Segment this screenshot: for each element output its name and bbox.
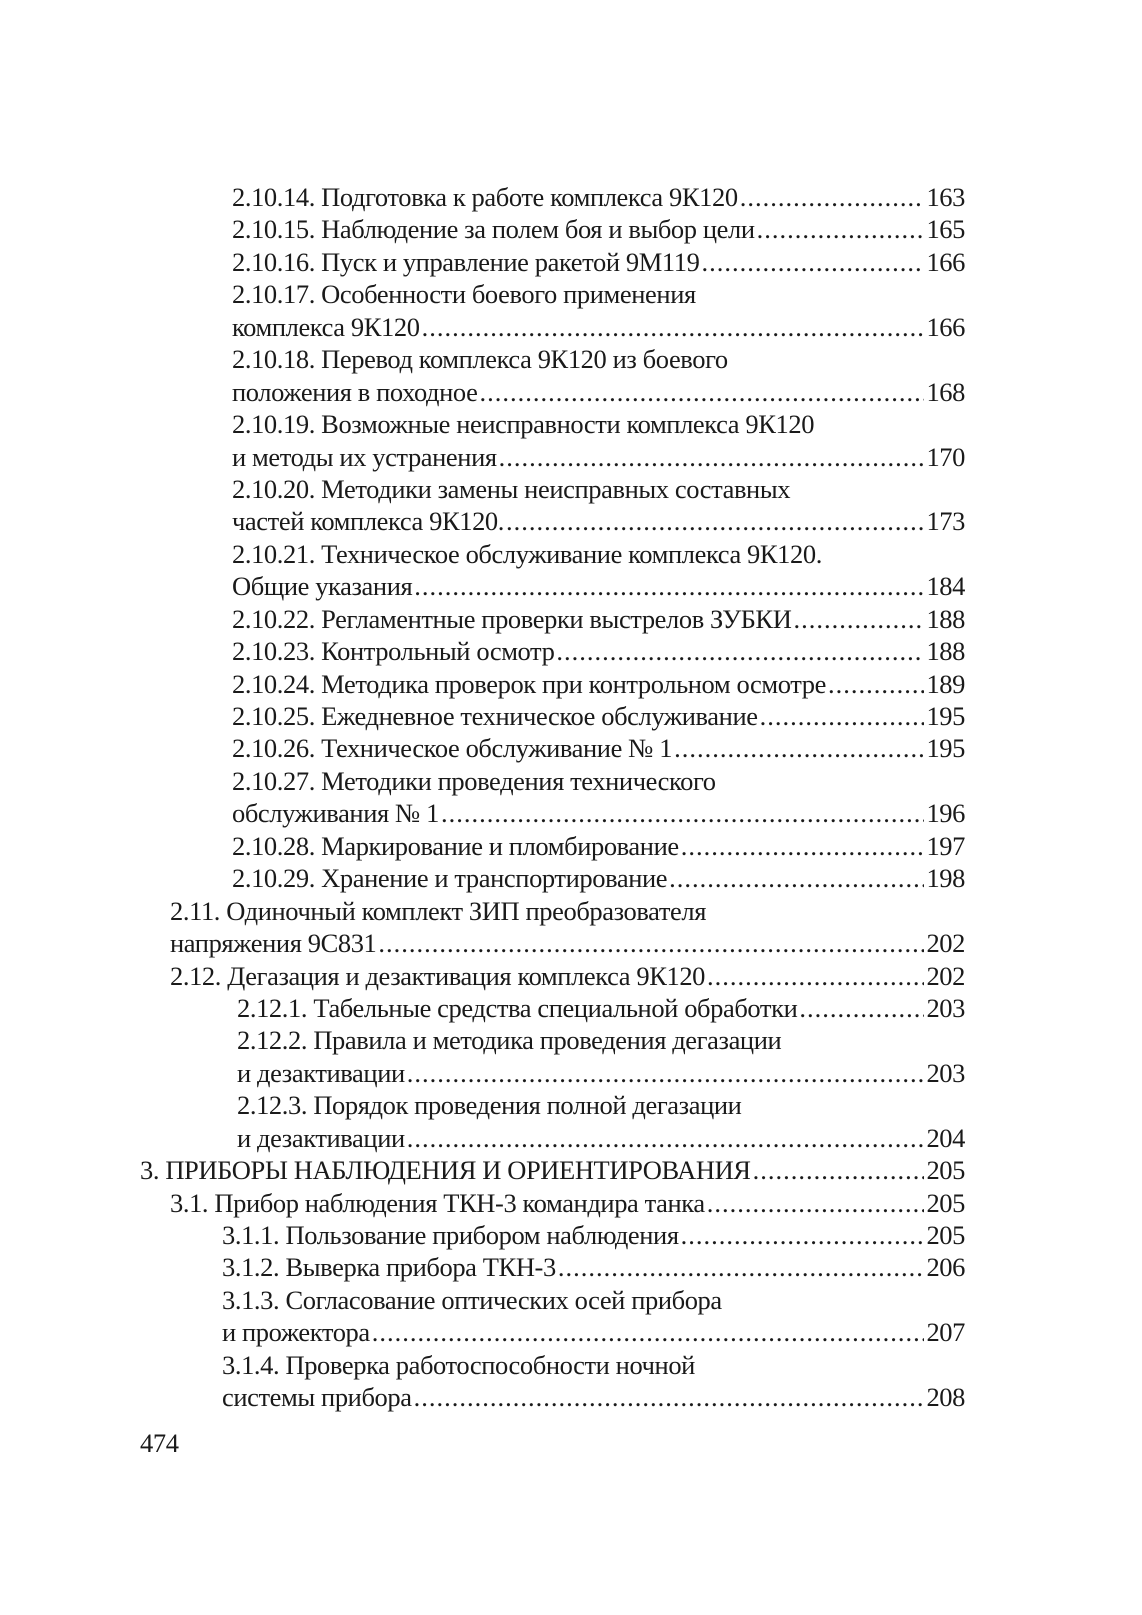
dot-leader xyxy=(422,311,925,343)
toc-entry-line xyxy=(0,246,1142,278)
toc-entry-line xyxy=(0,1349,1142,1381)
toc-entry-title: Выверка прибора ТКН-3 xyxy=(285,1252,556,1283)
toc-entry[interactable] xyxy=(0,343,1142,408)
dot-leader xyxy=(479,376,924,408)
toc-entry-page: 189 xyxy=(926,668,965,699)
toc-entry[interactable] xyxy=(0,668,1142,700)
toc-entry[interactable] xyxy=(0,635,1142,667)
toc-entry-number: 2.10.15. xyxy=(232,214,315,245)
toc-entry[interactable] xyxy=(0,765,1142,830)
dot-leader xyxy=(828,668,925,700)
toc-entry-number: 2.11. xyxy=(170,895,221,926)
toc-entry-number: 2.10.24. xyxy=(232,668,315,699)
toc-entry-title: и дезактивации xyxy=(237,1057,405,1088)
toc-entry-title: частей комплекса 9К120. xyxy=(232,506,505,537)
toc-entry-line xyxy=(0,408,1142,440)
toc-entry-title: Ежедневное техническое обслуживание xyxy=(321,701,758,731)
toc-entry[interactable] xyxy=(0,992,1142,1024)
toc-entry-number: 2.12.1. xyxy=(237,992,308,1023)
toc-entry[interactable] xyxy=(0,960,1142,992)
toc-entry-line xyxy=(0,960,1142,992)
toc-entry-title: и прожектора xyxy=(222,1317,370,1348)
toc-entry-page: 188 xyxy=(926,603,965,634)
toc-entry-title: Пользование прибором наблюдения xyxy=(285,1220,679,1250)
toc-entry-line xyxy=(0,732,1142,764)
toc-entry-title: Табельные средства специальной обработки xyxy=(313,992,798,1023)
toc-entry[interactable] xyxy=(0,1219,1142,1251)
toc-entry-title: Перевод комплекса 9К120 из боевого xyxy=(321,344,728,375)
toc-entry-page: 203 xyxy=(926,1057,965,1088)
toc-entry-line xyxy=(0,1381,1142,1413)
toc-entry[interactable] xyxy=(0,1284,1142,1349)
dot-leader xyxy=(372,1316,925,1348)
dot-leader xyxy=(669,862,924,894)
toc-entry-number: 2.12.2. xyxy=(237,1025,308,1056)
toc-entry[interactable] xyxy=(0,181,1142,213)
toc-entry-title: Техническое обслуживание № 1 xyxy=(321,733,673,764)
toc-entry-title: Методики замены неисправных составных xyxy=(321,473,791,504)
toc-entry[interactable] xyxy=(0,1089,1142,1154)
toc-entry-line xyxy=(0,927,1142,959)
toc-entry-title: Дегазация и дезактивация комплекса 9К120 xyxy=(227,960,706,991)
toc-entry-line xyxy=(0,538,1142,570)
toc-entry[interactable] xyxy=(0,1187,1142,1219)
toc-entry-number: 3.1.1. xyxy=(222,1220,280,1250)
toc-entry-line xyxy=(0,1316,1142,1348)
toc-entry-line xyxy=(0,797,1142,829)
toc-entry-page: 166 xyxy=(926,246,965,277)
toc-entry-number: 3. xyxy=(140,1155,160,1186)
toc-entry-title: Согласование оптических осей прибора xyxy=(285,1284,722,1315)
dot-leader xyxy=(378,927,924,959)
toc-entry-page: 205 xyxy=(926,1220,965,1250)
toc-entry-number: 2.10.25. xyxy=(232,701,315,731)
dot-leader xyxy=(407,1122,925,1154)
toc-entry-line xyxy=(0,505,1142,537)
toc-entry[interactable] xyxy=(0,1349,1142,1414)
toc-entry-title: Особенности боевого применения xyxy=(321,279,696,310)
toc-entry-line xyxy=(0,830,1142,862)
toc-entry-page: 202 xyxy=(926,928,965,959)
toc-entry-number: 2.12.3. xyxy=(237,1090,308,1121)
toc-entry-number: 2.10.18. xyxy=(232,344,315,375)
toc-entry-line xyxy=(0,1187,1142,1219)
toc-entry-line xyxy=(0,441,1142,473)
page-number: 474 xyxy=(140,1428,179,1458)
dot-leader xyxy=(499,441,925,473)
toc-entry-line xyxy=(0,278,1142,310)
toc-entry-line xyxy=(0,376,1142,408)
toc-entry-line xyxy=(0,1057,1142,1089)
toc-entry-line xyxy=(0,862,1142,894)
toc-entry-page: 205 xyxy=(926,1155,965,1186)
toc-entry[interactable] xyxy=(0,603,1142,635)
dot-leader xyxy=(681,830,925,862)
toc-entry-number: 2.10.22. xyxy=(232,603,315,634)
toc-entry-line xyxy=(0,1219,1142,1251)
toc-entry-page: 195 xyxy=(926,701,965,731)
toc-entry-page: 208 xyxy=(926,1382,965,1413)
toc-entry-title: Пуск и управление ракетой 9М119 xyxy=(321,246,700,277)
toc-entry[interactable] xyxy=(0,1154,1142,1186)
dot-leader xyxy=(701,246,924,278)
toc-entry-page: 207 xyxy=(926,1317,965,1348)
toc-entry[interactable] xyxy=(0,732,1142,764)
toc-entry-number: 3.1. xyxy=(170,1187,209,1218)
toc-entry-page: 202 xyxy=(926,960,965,991)
dot-leader xyxy=(740,181,925,213)
toc-entry-page: 173 xyxy=(926,506,965,537)
dot-leader xyxy=(707,1187,925,1219)
toc-entry-number: 3.1.3. xyxy=(222,1284,280,1315)
toc-entry[interactable] xyxy=(0,408,1142,473)
toc-entry-title: Методики проведения технического xyxy=(321,765,716,796)
toc-entry-title: положения в походное xyxy=(232,376,478,407)
toc-entry-page: 198 xyxy=(926,863,965,894)
toc-entry-line xyxy=(0,603,1142,635)
toc-entry-line xyxy=(0,1024,1142,1056)
toc-entry[interactable] xyxy=(0,538,1142,603)
toc-entry-number: 2.10.26. xyxy=(232,733,315,764)
toc-entry-title: Возможные неисправности комплекса 9К120 xyxy=(321,409,815,440)
toc-entry-line xyxy=(0,765,1142,797)
toc-entry-page: 195 xyxy=(926,733,965,764)
toc-entry-line xyxy=(0,181,1142,213)
toc-entry[interactable] xyxy=(0,278,1142,343)
toc-entry-line xyxy=(0,1154,1142,1186)
toc-entry-page: 206 xyxy=(926,1252,965,1283)
dot-leader xyxy=(407,1057,925,1089)
dot-leader xyxy=(757,213,925,245)
toc-entry-line xyxy=(0,1089,1142,1121)
dot-leader xyxy=(674,732,924,764)
toc-entry-title: Проверка работоспособности ночной xyxy=(285,1349,695,1380)
toc-entry-title: Техническое обслуживание комплекса 9К120. xyxy=(321,538,822,569)
toc-entry-number: 2.10.16. xyxy=(232,246,315,277)
toc-entry-line xyxy=(0,570,1142,602)
toc-entry-title: обслуживания № 1 xyxy=(232,798,439,829)
toc-entry-line xyxy=(0,895,1142,927)
toc-entry[interactable] xyxy=(0,1024,1142,1089)
toc-entry-page: 188 xyxy=(926,636,965,667)
toc-entry-page: 165 xyxy=(926,214,965,245)
dot-leader xyxy=(414,1381,925,1413)
toc-entry-number: 2.10.29. xyxy=(232,863,315,894)
toc-entry-line xyxy=(0,473,1142,505)
toc-entry-title: системы прибора xyxy=(222,1382,412,1413)
toc-entry-title: Одиночный комплект ЗИП преобразователя xyxy=(226,895,706,926)
toc-entry-title: и дезактивации xyxy=(237,1122,405,1153)
toc-entry-title: Регламентные проверки выстрелов ЗУБКИ xyxy=(321,603,792,634)
toc-entry-title: Хранение и транспортирование xyxy=(321,863,668,894)
dot-leader xyxy=(558,1251,925,1283)
toc-entry-line xyxy=(0,700,1142,732)
toc-entry-title: Общие указания xyxy=(232,571,413,602)
toc-entry-number: 2.10.27. xyxy=(232,765,315,796)
toc-entry[interactable] xyxy=(0,213,1142,245)
toc-entry-page: 197 xyxy=(926,830,965,861)
toc-entry-page: 168 xyxy=(926,376,965,407)
toc-entry-title: напряжения 9С831 xyxy=(170,928,377,959)
dot-leader xyxy=(707,960,924,992)
toc-entry-line xyxy=(0,213,1142,245)
dot-leader xyxy=(793,603,924,635)
toc-entry-number: 2.12. xyxy=(170,960,222,991)
toc-entry-number: 2.10.19. xyxy=(232,409,315,440)
dot-leader xyxy=(760,700,925,732)
toc-entry-title: Наблюдение за полем боя и выбор цели xyxy=(321,214,755,245)
toc-entry[interactable] xyxy=(0,246,1142,278)
toc-entry[interactable] xyxy=(0,830,1142,862)
toc-entry-number: 2.10.20. xyxy=(232,473,315,504)
toc-entry-number: 3.1.4. xyxy=(222,1349,280,1380)
toc-entry-title: Прибор наблюдения ТКН-3 командира танка xyxy=(214,1187,705,1218)
toc-entry[interactable] xyxy=(0,1251,1142,1283)
toc-entry-title: Подготовка к работе комплекса 9К120 xyxy=(321,182,738,212)
table-of-contents xyxy=(0,181,1142,1414)
toc-entry-page: 166 xyxy=(926,311,965,342)
toc-entry-title: Порядок проведения полной дегазации xyxy=(313,1090,742,1121)
toc-entry-number: 2.10.23. xyxy=(232,636,315,667)
toc-entry-page: 203 xyxy=(926,992,965,1023)
toc-entry-line xyxy=(0,1251,1142,1283)
toc-entry-page: 196 xyxy=(926,798,965,829)
toc-entry-line xyxy=(0,668,1142,700)
toc-entry[interactable] xyxy=(0,473,1142,538)
dot-leader xyxy=(506,505,924,537)
dot-leader xyxy=(441,797,924,829)
toc-entry-title: Маркирование и пломбирование xyxy=(321,830,679,861)
toc-entry[interactable] xyxy=(0,700,1142,732)
dot-leader xyxy=(799,992,924,1024)
toc-entry-line xyxy=(0,1122,1142,1154)
toc-entry-number: 2.10.17. xyxy=(232,279,315,310)
toc-entry-line xyxy=(0,992,1142,1024)
toc-entry-number: 2.10.21. xyxy=(232,538,315,569)
toc-entry-line xyxy=(0,635,1142,667)
dot-leader xyxy=(414,570,924,602)
dot-leader xyxy=(681,1219,925,1251)
toc-entry[interactable] xyxy=(0,895,1142,960)
toc-entry-number: 2.10.28. xyxy=(232,830,315,861)
dot-leader xyxy=(753,1154,925,1186)
toc-entry-page: 163 xyxy=(926,182,965,212)
toc-entry-page: 205 xyxy=(926,1187,965,1218)
toc-entry[interactable] xyxy=(0,862,1142,894)
toc-entry-title: Правила и методика проведения дегазации xyxy=(313,1025,782,1056)
toc-entry-title: Методика проверок при контрольном осмотре xyxy=(321,668,826,699)
toc-entry-title: Контрольный осмотр xyxy=(321,636,555,667)
toc-entry-title: комплекса 9К120 xyxy=(232,311,420,342)
toc-entry-line xyxy=(0,311,1142,343)
toc-entry-page: 204 xyxy=(926,1122,965,1153)
toc-entry-title: и методы их устранения xyxy=(232,441,497,472)
toc-entry-page: 170 xyxy=(926,441,965,472)
toc-entry-number: 3.1.2. xyxy=(222,1252,280,1283)
toc-entry-page: 184 xyxy=(926,571,965,602)
toc-entry-line xyxy=(0,343,1142,375)
dot-leader xyxy=(556,635,924,667)
toc-entry-line xyxy=(0,1284,1142,1316)
toc-entry-title: ПРИБОРЫ НАБЛЮДЕНИЯ И ОРИЕНТИРОВАНИЯ xyxy=(165,1155,751,1186)
toc-entry-number: 2.10.14. xyxy=(232,182,315,212)
